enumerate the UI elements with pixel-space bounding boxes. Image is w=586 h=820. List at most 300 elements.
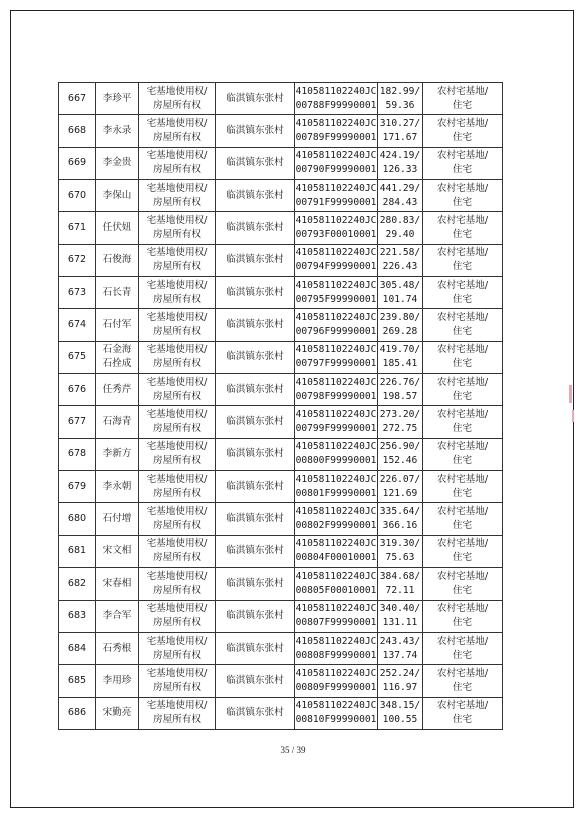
- cell-right-type-line: 房屋所有权: [153, 584, 201, 596]
- cell-location: 临淇镇东张村: [216, 341, 295, 373]
- cell-cert-code: [295, 471, 378, 503]
- cell-area-line: 226.76/: [379, 376, 421, 388]
- cell-location: 临淇镇东张村: [216, 535, 295, 567]
- cell-usage-line: 农村宅基地/: [436, 409, 489, 421]
- cell-right-type-line: 房屋所有权: [153, 164, 201, 176]
- cell-owner-name-line: 宋文相: [102, 545, 132, 557]
- table-row: [59, 535, 503, 567]
- cell-usage-line: 农村宅基地/: [436, 182, 489, 194]
- cell-number: 679: [59, 471, 96, 503]
- cell-owner-name-line: 石付军: [102, 319, 132, 331]
- cell-right-type: [139, 147, 216, 179]
- cell-number: 684: [59, 632, 96, 664]
- cell-right-type-line: 房屋所有权: [153, 649, 201, 661]
- cell-right-type-line: 房屋所有权: [153, 261, 201, 273]
- cell-area: [378, 438, 423, 470]
- cell-right-type-line: 房屋所有权: [153, 487, 201, 499]
- cell-usage-line: 住宅: [452, 164, 473, 176]
- red-ink-mark: [569, 385, 572, 403]
- cell-area: [378, 503, 423, 535]
- cell-cert-code-line: 00790F99990001: [295, 164, 377, 176]
- cell-location: 临淇镇东张村: [216, 212, 295, 244]
- cell-owner-name: [96, 697, 139, 729]
- cell-usage: [423, 632, 503, 664]
- cell-right-type-line: 房屋所有权: [153, 293, 201, 305]
- table-row: [59, 438, 503, 470]
- cell-owner-name: [96, 665, 139, 697]
- cell-right-type-line: 宅基地使用权/: [146, 344, 208, 356]
- cell-area: [378, 568, 423, 600]
- table-row: [59, 406, 503, 438]
- cell-usage: [423, 535, 503, 567]
- cell-usage-line: 住宅: [452, 681, 473, 693]
- cell-usage: [423, 341, 503, 373]
- cell-location: 临淇镇东张村: [216, 600, 295, 632]
- cell-cert-code-line: 00796F99990001: [295, 326, 377, 338]
- cell-cert-code: [295, 212, 378, 244]
- cell-right-type-line: 宅基地使用权/: [146, 312, 208, 324]
- table-row: [59, 632, 503, 664]
- cell-owner-name-line: 石俊海: [102, 254, 132, 266]
- cell-owner-name: [96, 632, 139, 664]
- cell-area: [378, 406, 423, 438]
- cell-usage-line: 住宅: [452, 99, 473, 111]
- cell-usage-line: 住宅: [452, 552, 473, 564]
- cell-cert-code-line: 410581102240JC: [295, 473, 377, 485]
- cell-area-line: 272.75: [382, 423, 418, 435]
- cell-usage-line: 住宅: [452, 132, 473, 144]
- cell-cert-code-line: 00810F99990001: [295, 714, 377, 726]
- cell-cert-code-line: 410581102240JC: [295, 118, 377, 130]
- cell-owner-name-line: 李金贵: [102, 157, 132, 169]
- cell-area-line: 152.46: [382, 455, 418, 467]
- table-row: [59, 180, 503, 212]
- cell-cert-code-line: 00794F99990001: [295, 261, 377, 273]
- cell-cert-code: [295, 244, 378, 276]
- cell-number: 673: [59, 277, 96, 309]
- cell-cert-code-line: 00793F00010001: [295, 229, 377, 241]
- cell-cert-code: [295, 277, 378, 309]
- table-row: [59, 600, 503, 632]
- cell-usage: [423, 147, 503, 179]
- cell-cert-code-line: 00802F99990001: [295, 520, 377, 532]
- cell-cert-code-line: 410581102240JC: [295, 700, 377, 712]
- cell-usage-line: 住宅: [452, 390, 473, 402]
- cell-right-type-line: 宅基地使用权/: [146, 473, 208, 485]
- cell-owner-name-line: 李保山: [102, 189, 132, 201]
- cell-usage-line: 农村宅基地/: [436, 700, 489, 712]
- cell-right-type-line: 房屋所有权: [153, 326, 201, 338]
- cell-area-line: 319.30/: [379, 538, 421, 550]
- cell-owner-name-line: 宋勤亮: [102, 707, 132, 719]
- cell-area-line: 100.55: [382, 714, 418, 726]
- page-number: 35 / 39: [280, 745, 306, 755]
- cell-right-type: [139, 244, 216, 276]
- cell-area: [378, 600, 423, 632]
- cell-right-type-line: 宅基地使用权/: [146, 118, 208, 130]
- cell-right-type: [139, 374, 216, 406]
- cell-usage-line: 农村宅基地/: [436, 473, 489, 485]
- table-row: [59, 147, 503, 179]
- cell-right-type-line: 宅基地使用权/: [146, 635, 208, 647]
- cell-owner-name-line: 石海青: [102, 416, 132, 428]
- cell-area-line: 243.43/: [379, 635, 421, 647]
- cell-owner-name: [96, 471, 139, 503]
- cell-right-type-line: 宅基地使用权/: [146, 700, 208, 712]
- cell-location: 临淇镇东张村: [216, 568, 295, 600]
- cell-area-line: 171.67: [382, 132, 418, 144]
- cell-right-type-line: 宅基地使用权/: [146, 667, 208, 679]
- cell-right-type-line: 房屋所有权: [153, 617, 201, 629]
- cell-cert-code: [295, 438, 378, 470]
- cell-cert-code-line: 410581102240JC: [295, 279, 377, 291]
- cell-cert-code: [295, 180, 378, 212]
- cell-usage-line: 住宅: [452, 261, 473, 273]
- cell-location: 临淇镇东张村: [216, 665, 295, 697]
- cell-area: [378, 115, 423, 147]
- cell-right-type: [139, 212, 216, 244]
- table-row: [59, 341, 503, 373]
- cell-owner-name-line: 石秀根: [102, 642, 132, 654]
- cell-area: [378, 471, 423, 503]
- cell-usage: [423, 503, 503, 535]
- cell-number: 668: [59, 115, 96, 147]
- cell-location: 临淇镇东张村: [216, 632, 295, 664]
- cell-usage: [423, 115, 503, 147]
- cell-area: [378, 244, 423, 276]
- cell-right-type-line: 房屋所有权: [153, 132, 201, 144]
- cell-cert-code: [295, 374, 378, 406]
- cell-usage-line: 农村宅基地/: [436, 215, 489, 227]
- table-row: [59, 83, 503, 115]
- cell-owner-name-line: 李新方: [102, 448, 132, 460]
- cell-owner-name: [96, 212, 139, 244]
- cell-area-line: 116.97: [382, 681, 418, 693]
- cell-right-type: [139, 180, 216, 212]
- cell-usage-line: 住宅: [452, 455, 473, 467]
- cell-usage-line: 住宅: [452, 358, 473, 370]
- cell-usage: [423, 374, 503, 406]
- cell-owner-name: [96, 503, 139, 535]
- cell-right-type-line: 宅基地使用权/: [146, 182, 208, 194]
- cell-right-type-line: 宅基地使用权/: [146, 279, 208, 291]
- cell-cert-code: [295, 665, 378, 697]
- cell-usage-line: 农村宅基地/: [436, 376, 489, 388]
- cell-area-line: 384.68/: [379, 570, 421, 582]
- cell-usage-line: 住宅: [452, 326, 473, 338]
- cell-right-type-line: 房屋所有权: [153, 229, 201, 241]
- cell-usage-line: 住宅: [452, 649, 473, 661]
- cell-cert-code: [295, 632, 378, 664]
- cell-location: 临淇镇东张村: [216, 471, 295, 503]
- table-row: [59, 471, 503, 503]
- cell-location: 临淇镇东张村: [216, 147, 295, 179]
- cell-cert-code-line: 00788F99990001: [295, 99, 377, 111]
- cell-right-type: [139, 277, 216, 309]
- cell-area: [378, 665, 423, 697]
- cell-right-type: [139, 309, 216, 341]
- cell-right-type-line: 房屋所有权: [153, 390, 201, 402]
- cell-usage-line: 农村宅基地/: [436, 344, 489, 356]
- cell-owner-name-line: 李永朝: [102, 480, 132, 492]
- cell-usage: [423, 277, 503, 309]
- cell-right-type-line: 宅基地使用权/: [146, 441, 208, 453]
- cell-location: 临淇镇东张村: [216, 503, 295, 535]
- cell-cert-code: [295, 568, 378, 600]
- cell-owner-name: [96, 180, 139, 212]
- cell-owner-name: [96, 600, 139, 632]
- cell-number: 680: [59, 503, 96, 535]
- cell-right-type-line: 房屋所有权: [153, 681, 201, 693]
- cell-cert-code: [295, 147, 378, 179]
- cell-right-type-line: 房屋所有权: [153, 455, 201, 467]
- cell-right-type-line: 房屋所有权: [153, 358, 201, 370]
- cell-right-type: [139, 83, 216, 115]
- cell-cert-code-line: 410581102240JC: [295, 344, 377, 356]
- cell-cert-code-line: 00807F99990001: [295, 617, 377, 629]
- cell-area: [378, 374, 423, 406]
- cell-area-line: 185.41: [382, 358, 418, 370]
- cell-cert-code-line: 00799F99990001: [295, 423, 377, 435]
- cell-cert-code-line: 410581102240JC: [295, 506, 377, 518]
- cell-area: [378, 309, 423, 341]
- cell-usage-line: 农村宅基地/: [436, 247, 489, 259]
- cell-cert-code-line: 00809F99990001: [295, 681, 377, 693]
- cell-area-line: 340.40/: [379, 603, 421, 615]
- cell-owner-name-line: 任秀芹: [102, 383, 132, 395]
- cell-usage-line: 住宅: [452, 423, 473, 435]
- cell-area-line: 305.48/: [379, 279, 421, 291]
- cell-area-line: 226.43: [382, 261, 418, 273]
- cell-number: 674: [59, 309, 96, 341]
- cell-right-type-line: 宅基地使用权/: [146, 409, 208, 421]
- cell-location: 临淇镇东张村: [216, 697, 295, 729]
- cell-usage-line: 住宅: [452, 617, 473, 629]
- cell-cert-code-line: 410581102240JC: [295, 85, 377, 97]
- cell-cert-code-line: 410581102240JC: [295, 409, 377, 421]
- cell-usage-line: 住宅: [452, 584, 473, 596]
- cell-cert-code-line: 410581102240JC: [295, 215, 377, 227]
- cell-right-type: [139, 568, 216, 600]
- cell-usage-line: 农村宅基地/: [436, 506, 489, 518]
- cell-area-line: 348.15/: [379, 700, 421, 712]
- cell-usage-line: 农村宅基地/: [436, 312, 489, 324]
- cell-cert-code-line: 00801F99990001: [295, 487, 377, 499]
- cell-owner-name-line: 石拴成: [102, 358, 132, 370]
- cell-cert-code-line: 00808F99990001: [295, 649, 377, 661]
- cell-location: 临淇镇东张村: [216, 277, 295, 309]
- cell-right-type-line: 宅基地使用权/: [146, 247, 208, 259]
- cell-usage: [423, 309, 503, 341]
- registry-table: [58, 82, 503, 730]
- cell-usage-line: 农村宅基地/: [436, 441, 489, 453]
- cell-area-line: 256.90/: [379, 441, 421, 453]
- cell-cert-code: [295, 503, 378, 535]
- cell-cert-code: [295, 697, 378, 729]
- cell-number: 672: [59, 244, 96, 276]
- cell-area-line: 131.11: [382, 617, 418, 629]
- cell-area-line: 29.40: [385, 229, 415, 241]
- cell-right-type: [139, 341, 216, 373]
- cell-right-type-line: 宅基地使用权/: [146, 376, 208, 388]
- cell-number: 685: [59, 665, 96, 697]
- cell-right-type-line: 房屋所有权: [153, 196, 201, 208]
- cell-area-line: 101.74: [382, 293, 418, 305]
- cell-owner-name: [96, 277, 139, 309]
- cell-cert-code: [295, 115, 378, 147]
- cell-usage-line: 住宅: [452, 520, 473, 532]
- cell-owner-name: [96, 83, 139, 115]
- cell-owner-name-line: 石付增: [102, 513, 132, 525]
- cell-right-type-line: 宅基地使用权/: [146, 150, 208, 162]
- cell-cert-code: [295, 309, 378, 341]
- cell-area-line: 59.36: [385, 99, 415, 111]
- cell-usage: [423, 665, 503, 697]
- cell-area-line: 137.74: [382, 649, 418, 661]
- cell-cert-code-line: 00804F00010001: [295, 552, 377, 564]
- cell-area-line: 310.27/: [379, 118, 421, 130]
- table-row: [59, 277, 503, 309]
- table-row: [59, 568, 503, 600]
- cell-right-type: [139, 665, 216, 697]
- registry-table-body: [59, 83, 503, 730]
- cell-cert-code: [295, 535, 378, 567]
- cell-number: 667: [59, 83, 96, 115]
- cell-area-line: 441.29/: [379, 182, 421, 194]
- cell-usage-line: 农村宅基地/: [436, 667, 489, 679]
- cell-number: 670: [59, 180, 96, 212]
- cell-area-line: 198.57: [382, 390, 418, 402]
- cell-usage-line: 农村宅基地/: [436, 538, 489, 550]
- cell-area-line: 269.28: [382, 326, 418, 338]
- cell-cert-code-line: 410581102240JC: [295, 570, 377, 582]
- cell-cert-code-line: 410581102240JC: [295, 376, 377, 388]
- cell-owner-name: [96, 374, 139, 406]
- cell-area-line: 182.99/: [379, 85, 421, 97]
- cell-cert-code: [295, 406, 378, 438]
- cell-usage-line: 住宅: [452, 229, 473, 241]
- table-row: [59, 244, 503, 276]
- cell-number: 681: [59, 535, 96, 567]
- cell-right-type-line: 宅基地使用权/: [146, 85, 208, 97]
- cell-area-line: 72.11: [385, 584, 415, 596]
- cell-location: 临淇镇东张村: [216, 180, 295, 212]
- cell-cert-code-line: 410581102240JC: [295, 603, 377, 615]
- cell-owner-name-line: 石金海: [102, 344, 132, 356]
- cell-cert-code: [295, 600, 378, 632]
- cell-cert-code-line: 00795F99990001: [295, 293, 377, 305]
- cell-area-line: 335.64/: [379, 506, 421, 518]
- cell-cert-code-line: 00789F99990001: [295, 132, 377, 144]
- cell-usage: [423, 471, 503, 503]
- cell-area: [378, 180, 423, 212]
- cell-area-line: 366.16: [382, 520, 418, 532]
- cell-right-type-line: 房屋所有权: [153, 520, 201, 532]
- cell-area: [378, 147, 423, 179]
- cell-cert-code-line: 00798F99990001: [295, 390, 377, 402]
- cell-usage-line: 住宅: [452, 293, 473, 305]
- cell-right-type-line: 宅基地使用权/: [146, 570, 208, 582]
- cell-owner-name: [96, 438, 139, 470]
- cell-number: 683: [59, 600, 96, 632]
- cell-area-line: 239.80/: [379, 312, 421, 324]
- cell-right-type-line: 宅基地使用权/: [146, 538, 208, 550]
- table-row: [59, 212, 503, 244]
- cell-right-type: [139, 115, 216, 147]
- cell-usage: [423, 180, 503, 212]
- cell-usage: [423, 600, 503, 632]
- cell-usage-line: 住宅: [452, 196, 473, 208]
- cell-owner-name-line: 石长青: [102, 286, 132, 298]
- cell-right-type-line: 宅基地使用权/: [146, 603, 208, 615]
- cell-usage: [423, 406, 503, 438]
- cell-cert-code-line: 00805F00010001: [295, 584, 377, 596]
- cell-usage-line: 农村宅基地/: [436, 150, 489, 162]
- cell-cert-code-line: 00800F99990001: [295, 455, 377, 467]
- cell-location: 临淇镇东张村: [216, 83, 295, 115]
- cell-cert-code-line: 410581102240JC: [295, 312, 377, 324]
- cell-area-line: 226.07/: [379, 473, 421, 485]
- cell-cert-code: [295, 83, 378, 115]
- cell-right-type-line: 房屋所有权: [153, 552, 201, 564]
- cell-owner-name: [96, 147, 139, 179]
- cell-area: [378, 535, 423, 567]
- cell-owner-name: [96, 406, 139, 438]
- cell-location: 临淇镇东张村: [216, 406, 295, 438]
- cell-right-type: [139, 471, 216, 503]
- cell-owner-name-line: 李用珍: [102, 674, 132, 686]
- cell-area: [378, 632, 423, 664]
- cell-usage: [423, 244, 503, 276]
- cell-area-line: 126.33: [382, 164, 418, 176]
- cell-owner-name: [96, 244, 139, 276]
- cell-area: [378, 83, 423, 115]
- cell-usage-line: 住宅: [452, 714, 473, 726]
- cell-number: 686: [59, 697, 96, 729]
- cell-owner-name: [96, 341, 139, 373]
- cell-usage-line: 农村宅基地/: [436, 570, 489, 582]
- cell-number: 682: [59, 568, 96, 600]
- cell-owner-name: [96, 535, 139, 567]
- cell-number: 671: [59, 212, 96, 244]
- cell-cert-code-line: 410581102240JC: [295, 247, 377, 259]
- cell-right-type: [139, 632, 216, 664]
- cell-cert-code-line: 00797F99990001: [295, 358, 377, 370]
- cell-cert-code: [295, 341, 378, 373]
- cell-number: 675: [59, 341, 96, 373]
- cell-location: 临淇镇东张村: [216, 244, 295, 276]
- cell-cert-code-line: 410581102240JC: [295, 538, 377, 550]
- cell-cert-code-line: 410581102240JC: [295, 667, 377, 679]
- cell-usage: [423, 438, 503, 470]
- cell-right-type: [139, 503, 216, 535]
- cell-area: [378, 212, 423, 244]
- cell-cert-code-line: 410581102240JC: [295, 635, 377, 647]
- cell-owner-name: [96, 568, 139, 600]
- red-ink-mark: [572, 410, 574, 422]
- cell-area: [378, 341, 423, 373]
- cell-area-line: 121.69: [382, 487, 418, 499]
- table-row: [59, 503, 503, 535]
- cell-area-line: 280.83/: [379, 215, 421, 227]
- cell-area-line: 424.19/: [379, 150, 421, 162]
- cell-cert-code-line: 00791F99990001: [295, 196, 377, 208]
- cell-area-line: 284.43: [382, 196, 418, 208]
- cell-area-line: 75.63: [385, 552, 415, 564]
- cell-owner-name-line: 任伏妞: [102, 222, 132, 234]
- cell-area: [378, 277, 423, 309]
- cell-area-line: 221.58/: [379, 247, 421, 259]
